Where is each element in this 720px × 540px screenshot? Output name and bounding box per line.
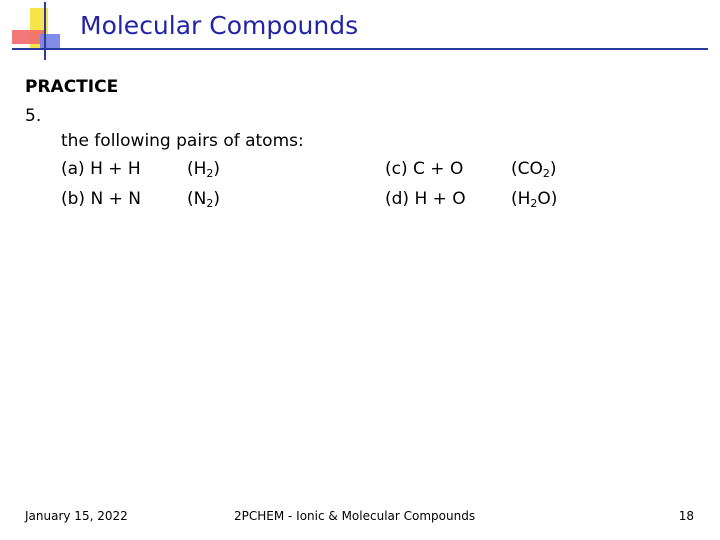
question-number: 5. (25, 106, 42, 126)
footer-date: January 15, 2022 (25, 509, 128, 523)
formula-text: ) (213, 159, 221, 179)
formula-subscript: 2 (530, 197, 538, 210)
decor-vertical-rule (44, 2, 46, 60)
pair-atoms: N + N (90, 189, 141, 209)
pair-atoms: H + H (90, 159, 141, 179)
pair-b-formula (187, 189, 220, 210)
pair-d-formula (511, 189, 557, 210)
pair-label: (a) (61, 159, 85, 179)
pair-a-formula (187, 159, 220, 180)
pair-label: (d) (385, 189, 410, 209)
formula-subscript: 2 (206, 197, 214, 210)
footer-course-title: 2PCHEM - Ionic & Molecular Compounds (234, 509, 476, 523)
formula-text: ) (549, 159, 557, 179)
pair-a (61, 159, 141, 179)
footer-page-number: 18 (678, 509, 694, 523)
formula-text: O) (537, 189, 558, 209)
pair-atoms: H + O (414, 189, 466, 209)
formula-text: ) (213, 189, 220, 209)
title-underline-rule (12, 48, 708, 50)
pair-c-formula (511, 159, 557, 180)
pair-label: (b) (61, 189, 86, 209)
pair-b (61, 189, 141, 209)
formula-text: (H (187, 159, 207, 179)
formula-text: (H (511, 189, 531, 209)
question-prompt: the following pairs of atoms: (61, 131, 304, 151)
formula-text: (N (187, 189, 207, 209)
practice-heading: PRACTICE (25, 77, 119, 97)
formula-subscript: 2 (206, 167, 214, 180)
formula-subscript: 2 (542, 167, 550, 180)
pair-atoms: C + O (413, 159, 464, 179)
pair-label: (c) (385, 159, 408, 179)
formula-text: (CO (511, 159, 543, 179)
pair-c (385, 159, 463, 179)
pair-d (385, 189, 466, 209)
slide-title: Molecular Compounds (80, 11, 359, 40)
